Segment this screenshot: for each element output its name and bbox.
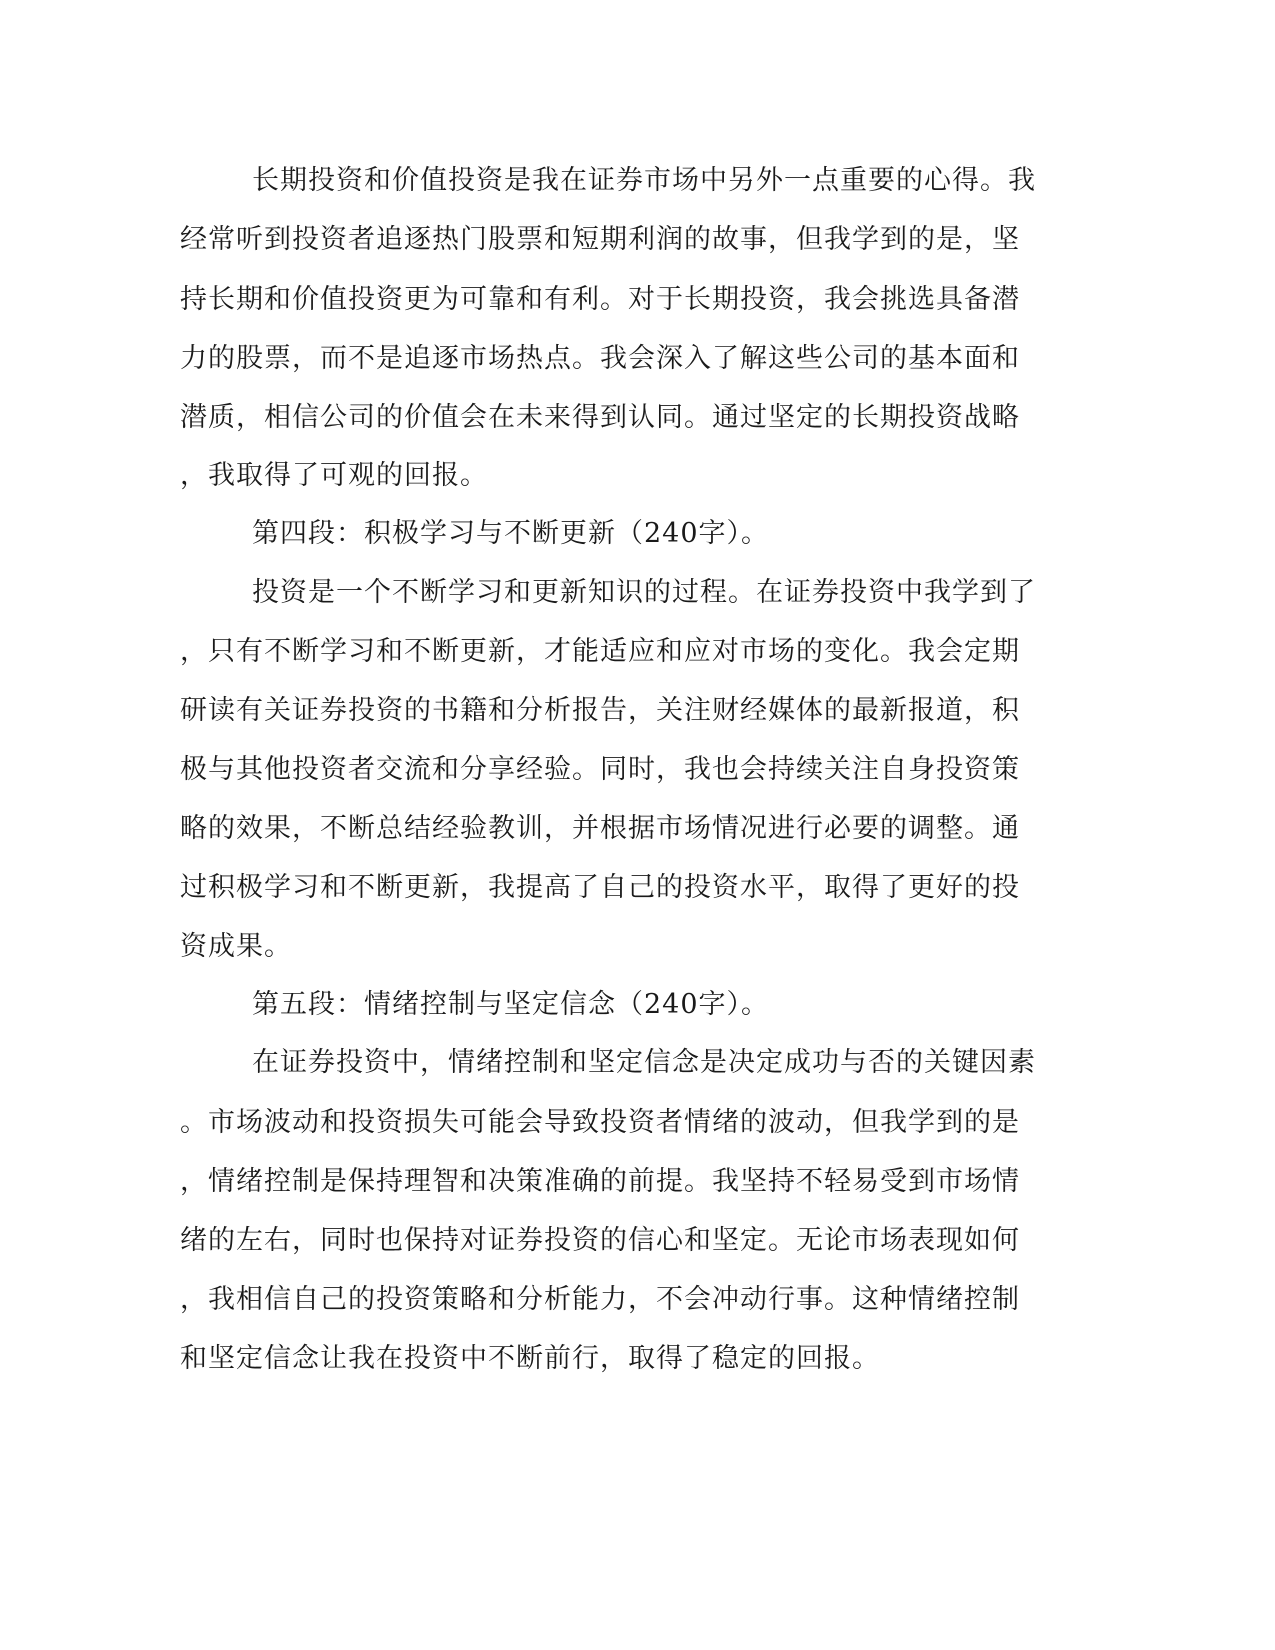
paragraph-5-line-5: ，我相信自己的投资策略和分析能力，不会冲动行事。这种情绪控制: [180, 1284, 1020, 1315]
paragraph-3-line-6: ，我取得了可观的回报。: [180, 460, 488, 491]
paragraph-5-line-1: 在证券投资中，情绪控制和坚定信念是决定成功与否的关键因素: [252, 1047, 1036, 1078]
paragraph-4-line-3: 研读有关证券投资的书籍和分析报告，关注财经媒体的最新报道，积: [180, 695, 1020, 726]
paragraph-4-line-7: 资成果。: [180, 931, 292, 962]
section-4-heading: 第四段：积极学习与不断更新（240字）。: [252, 518, 770, 549]
paragraph-3-line-5: 潜质，相信公司的价值会在未来得到认同。通过坚定的长期投资战略: [180, 402, 1020, 433]
paragraph-3-line-4: 力的股票，而不是追逐市场热点。我会深入了解这些公司的基本面和: [180, 343, 1020, 374]
paragraph-4-line-2: ，只有不断学习和不断更新，才能适应和应对市场的变化。我会定期: [180, 636, 1020, 667]
paragraph-5-line-4: 绪的左右，同时也保持对证券投资的信心和坚定。无论市场表现如何: [180, 1225, 1020, 1256]
paragraph-3-line-3: 持长期和价值投资更为可靠和有利。对于长期投资，我会挑选具备潜: [180, 284, 1020, 315]
paragraph-3-line-1: 长期投资和价值投资是我在证券市场中另外一点重要的心得。我: [252, 165, 1036, 196]
paragraph-4-line-1: 投资是一个不断学习和更新知识的过程。在证券投资中我学到了: [252, 577, 1036, 608]
paragraph-4-line-5: 略的效果，不断总结经验教训，并根据市场情况进行必要的调整。通: [180, 813, 1020, 844]
paragraph-4-line-6: 过积极学习和不断更新，我提高了自己的投资水平，取得了更好的投: [180, 872, 1020, 903]
paragraph-4-line-4: 极与其他投资者交流和分享经验。同时，我也会持续关注自身投资策: [180, 754, 1020, 785]
section-5-heading: 第五段：情绪控制与坚定信念（240字）。: [252, 989, 770, 1020]
paragraph-5-line-6: 和坚定信念让我在投资中不断前行，取得了稳定的回报。: [180, 1343, 880, 1374]
paragraph-5-line-2: 。市场波动和投资损失可能会导致投资者情绪的波动，但我学到的是: [180, 1107, 1020, 1138]
paragraph-5-line-3: ，情绪控制是保持理智和决策准确的前提。我坚持不轻易受到市场情: [180, 1166, 1020, 1197]
paragraph-3-line-2: 经常听到投资者追逐热门股票和短期利润的故事，但我学到的是，坚: [180, 224, 1020, 255]
